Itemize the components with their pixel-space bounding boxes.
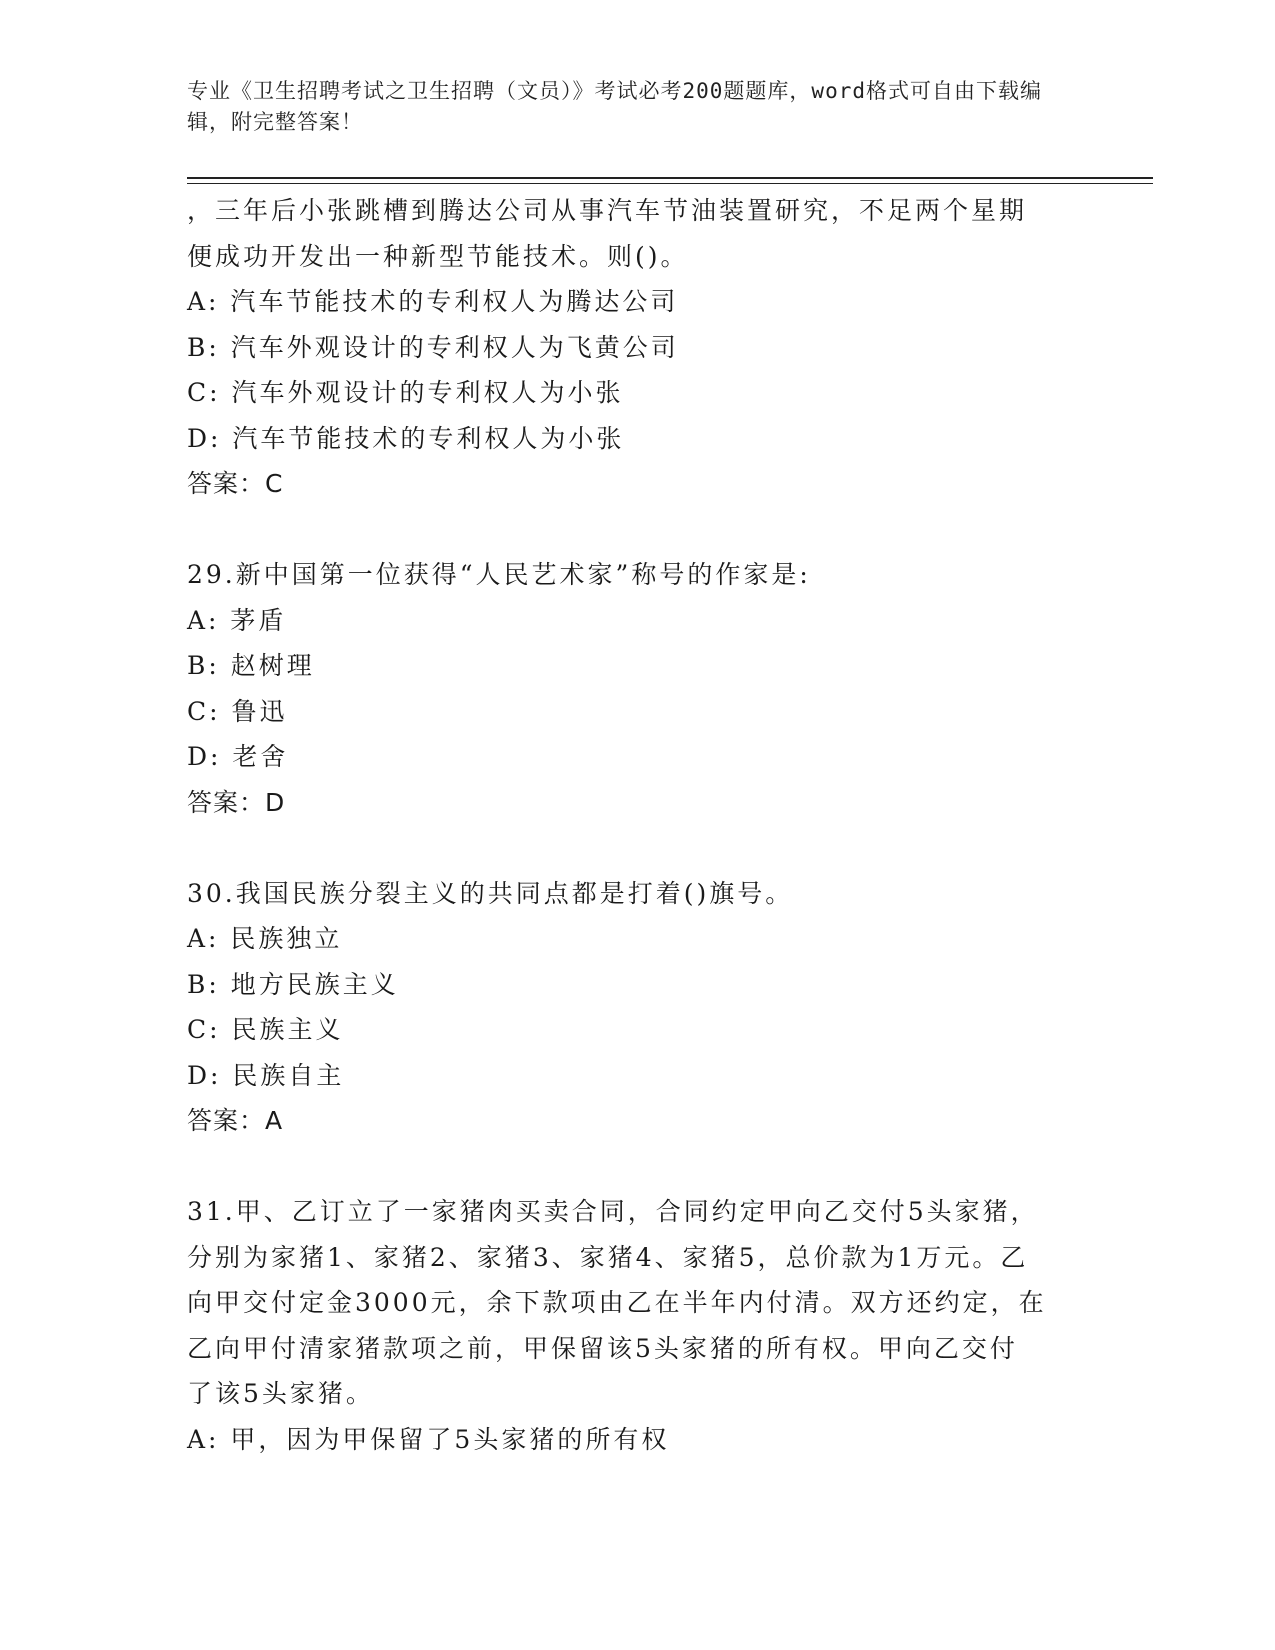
answer-line: 答案：C (187, 469, 284, 498)
document-header: 专业《卫生招聘考试之卫生招聘（文员）》考试必考200题题库，word格式可自由下载编辑，附完整答案！ (187, 79, 1042, 134)
header-divider-thin (187, 183, 1153, 184)
option-b: B: 地方民族主义 (187, 969, 399, 999)
answer-line: 答案：D (187, 787, 286, 817)
spacer (187, 1144, 1087, 1190)
question-28-continued (187, 188, 1087, 507)
question-stem-line: 向甲交付定金3000元，余下款项由乙在半年内付清。双方还约定，在 (187, 1288, 1047, 1317)
question-31 (187, 1189, 1087, 1462)
header-divider-thick (187, 177, 1153, 179)
option-b: B: 赵树理 (187, 651, 315, 680)
spacer (187, 825, 1087, 871)
option-c: C: 汽车外观设计的专利权人为小张 (187, 378, 624, 407)
question-stem-line: 乙向甲付清家猪款项之前，甲保留该5头家猪的所有权。甲向乙交付 (187, 1333, 1018, 1363)
question-stem-line: 分别为家猪1、家猪2、家猪3、家猪4、家猪5，总价款为1万元。乙 (187, 1242, 1029, 1272)
option-b: B: 汽车外观设计的专利权人为飞黄公司 (187, 332, 679, 362)
question-stem-line: 31.甲、乙订立了一家猪肉买卖合同，合同约定甲向乙交付5头家猪， (187, 1197, 1039, 1226)
question-stem-line: 便成功开发出一种新型节能技术。则()。 (187, 241, 689, 271)
spacer (187, 507, 1087, 553)
option-c: C: 鲁迅 (187, 696, 288, 726)
answer-line: 答案：A (187, 1106, 284, 1135)
question-stem-line: 了该5头家猪。 (187, 1379, 374, 1408)
question-30 (187, 871, 1087, 1144)
option-d: D: 民族自主 (187, 1060, 345, 1090)
question-list (187, 188, 1087, 1462)
question-stem: 30.我国民族分裂主义的共同点都是打着()旗号。 (187, 878, 794, 908)
question-stem-line: ，三年后小张跳槽到腾达公司从事汽车节油装置研究，不足两个星期 (187, 196, 1028, 225)
option-d: D: 汽车节能技术的专利权人为小张 (187, 423, 625, 453)
option-d: D: 老舍 (187, 742, 289, 771)
option-a: A: 茅盾 (187, 605, 287, 635)
option-a: A: 甲，因为甲保留了5头家猪的所有权 (187, 1424, 670, 1454)
option-a: A: 汽车节能技术的专利权人为腾达公司 (187, 287, 679, 316)
question-29 (187, 552, 1087, 825)
option-c: C: 民族主义 (187, 1015, 344, 1044)
question-stem: 29.新中国第一位获得“人民艺术家”称号的作家是: (187, 560, 811, 589)
option-a: A: 民族独立 (187, 924, 343, 953)
